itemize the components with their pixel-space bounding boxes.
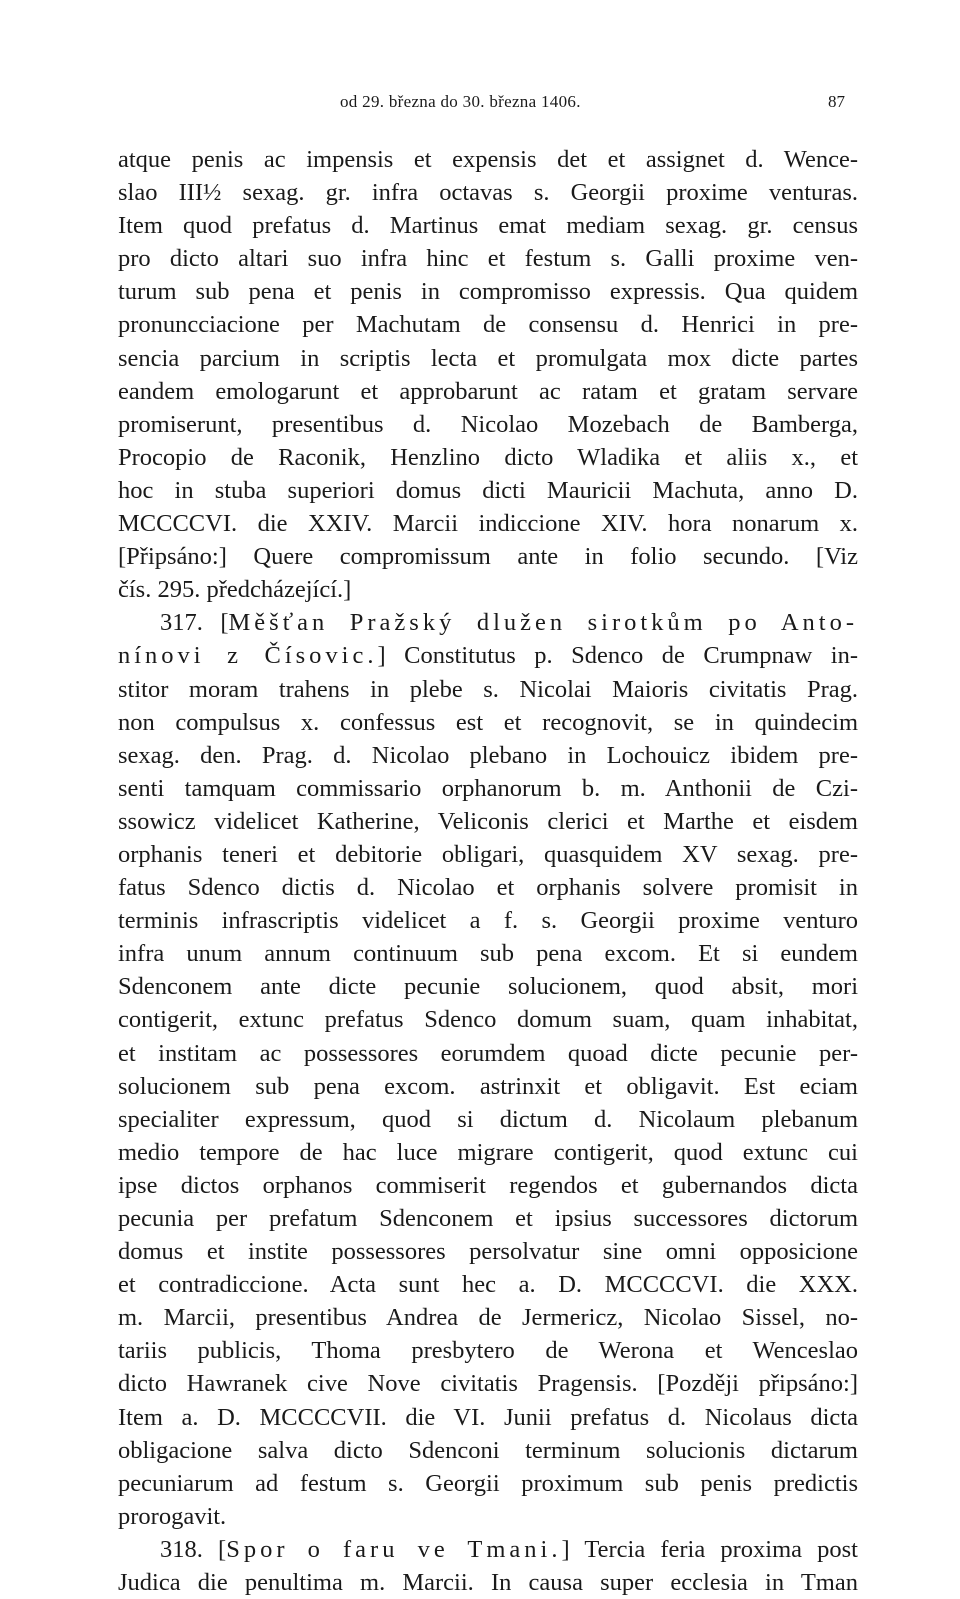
line-text: dicto Hawranek cive Nove civitatis Pragensis. [Později připsáno:] <box>118 1370 858 1398</box>
line-text: infra unum annum continuum sub pena excom. Et si eundem <box>118 940 858 968</box>
text-line <box>118 1301 858 1334</box>
line-text: hoc in stuba superiori domus dicti Mauricii Machuta, anno D. <box>118 476 858 504</box>
text-line <box>118 1136 858 1169</box>
line-text: ] Tercia feria proxima post <box>561 1535 858 1563</box>
body-text <box>118 143 858 1599</box>
entry-heading: Spor o faru ve Tmani. <box>226 1535 562 1563</box>
line-text: obligacione salva dicto Sdenconi terminum solucionis dictarum <box>118 1436 858 1464</box>
line-text: turum sub pena et penis in compromisso expressis. Qua quidem <box>118 278 858 306</box>
text-line <box>118 375 858 408</box>
text-line <box>118 474 858 507</box>
line-text: atque penis ac impensis et expensis det et assignet d. Wence- <box>118 146 858 173</box>
line-text: orphanis teneri et debitorie obligari, quasquidem XV sexag. pre- <box>118 840 858 868</box>
line-text: pro dicto altari suo infra hinc et festum s. Galli proxime ven- <box>118 245 858 273</box>
text-line <box>118 639 858 672</box>
line-text: pecunia per prefatum Sdenconem et ipsius successores dictorum <box>118 1205 858 1232</box>
line-text: non compulsus x. confessus est et recognovit, se in quindecim <box>118 708 858 736</box>
line-text: stitor moram trahens in plebe s. Nicolai Maioris civitatis Prag. <box>118 675 858 703</box>
text-line <box>118 408 858 441</box>
text-line <box>118 772 858 805</box>
text-line <box>118 673 858 706</box>
line-text: ssowicz videlicet Katherine, Veliconis clerici et Marthe et eisdem <box>118 807 858 835</box>
text-line <box>118 573 858 606</box>
text-line <box>118 1202 858 1235</box>
line-text: MCCCCVI. die XXIV. Marcii indiccione XIV. hora nonarum x. <box>118 510 858 538</box>
text-line <box>118 838 858 871</box>
line-text: et institam ac possessores eorumdem quoad dicte pecunie per- <box>118 1039 858 1067</box>
text-line <box>118 507 858 540</box>
text-line <box>118 1401 858 1434</box>
text-line <box>118 1533 858 1566</box>
text-line <box>118 275 858 308</box>
line-text: Judica die penultima m. Marcii. In causa super ecclesia in Tman <box>118 1569 858 1597</box>
entry-number: 317. [ <box>160 609 229 637</box>
text-line <box>118 1367 858 1400</box>
line-text: terminis infrascriptis videlicet a f. s. Georgii proxime venturo <box>118 907 858 935</box>
text-line <box>118 871 858 904</box>
page-number: 87 <box>828 92 845 111</box>
line-text: medio tempore de hac luce migrare contigerit, quod extunc cui <box>118 1138 858 1166</box>
text-line <box>118 1070 858 1103</box>
line-text: domus et institе possessores persolvatur sine omni opposicione <box>118 1238 858 1266</box>
line-text: pronuncciacione per Machutam de consensu d. Henrici in pre- <box>118 311 858 339</box>
text-line <box>118 143 858 176</box>
line-text: m. Marcii, presentibus Andrea de Jermericz, Nicolao Sissel, no- <box>118 1304 858 1332</box>
text-line <box>118 176 858 209</box>
line-text: pecuniarum ad festum s. Georgii proximum sub penis predictis <box>118 1469 858 1497</box>
running-head: od 29. března do 30. března 1406. <box>340 92 581 111</box>
entry-heading: nínovi z Čísovic. <box>118 642 378 670</box>
line-text: čís. 295. předcházející.] <box>118 576 352 604</box>
text-line <box>118 970 858 1003</box>
entry-heading: Měšťan Pražský dlužen sirotkům po Anto- <box>228 609 858 637</box>
text-line <box>118 904 858 937</box>
line-text: contigerit, extunc prefatus Sdenco domum suam, quam inhabitat, <box>118 1006 858 1034</box>
line-text: tariis publicis, Thoma presbytero de Werona et Wenceslao <box>118 1337 858 1365</box>
text-line <box>118 1334 858 1367</box>
text-line <box>118 540 858 573</box>
line-text: fatus Sdenco dictis d. Nicolao et orphanis solvere promisit in <box>118 874 858 902</box>
line-text: Sdenconem ante dicte pecunie solucionem, quod absit, mori <box>118 973 858 1001</box>
text-line <box>118 1169 858 1202</box>
text-line <box>118 1434 858 1467</box>
line-text: Item quod prefatus d. Martinus emat mediam sexag. gr. census <box>118 212 858 240</box>
text-line <box>118 1103 858 1136</box>
text-line <box>118 308 858 341</box>
text-line <box>118 1003 858 1036</box>
line-text: [Připsáno:] Quere compromissum ante in folio secundo. [Viz <box>118 543 858 571</box>
text-line <box>118 1500 858 1533</box>
text-line <box>118 242 858 275</box>
line-text: ipse dictos orphanos commiserit regendos et gubernandos dicta <box>118 1171 858 1199</box>
text-line <box>118 1235 858 1268</box>
line-text: sexag. den. Prag. d. Nicolao plebano in Lochouicz ibidem pre- <box>118 741 858 769</box>
line-text: eandem emologarunt et approbarunt ac ratam et gratam servare <box>118 377 858 405</box>
line-text: sencia parcium in scriptis lecta et promulgata mox dicte partes <box>118 344 858 372</box>
line-text: ] Constitutus p. Sdenco de Crumpnaw in- <box>377 642 858 670</box>
text-line <box>118 1037 858 1070</box>
line-text: specialiter expressum, quod si dictum d. Nicolaum plebanum <box>118 1105 858 1133</box>
line-text: promiserunt, presentibus d. Nicolao Mozebach de Bamberga, <box>118 410 858 438</box>
text-line <box>118 1566 858 1599</box>
line-text: solucionem sub pena excom. astrinxit et obligavit. Est eciam <box>118 1072 858 1100</box>
line-text: Item a. D. MCCCCVII. die VI. Junii prefatus d. Nicolaus dicta <box>118 1403 858 1431</box>
text-line <box>118 441 858 474</box>
line-text: prorogavit. <box>118 1502 227 1530</box>
text-line <box>118 706 858 739</box>
entry-number: 318. [ <box>160 1535 227 1563</box>
line-text: senti tamquam commissario orphanorum b. m. Anthonii de Czi- <box>118 774 858 802</box>
text-line <box>118 805 858 838</box>
line-text: slao III½ sexag. gr. infra octavas s. Georgii proxime venturas. <box>118 179 858 207</box>
text-line <box>118 606 858 639</box>
text-line <box>118 937 858 970</box>
line-text: et contradiccione. Acta sunt hec a. D. MCCCCVI. die XXX. <box>118 1271 858 1299</box>
text-line <box>118 1268 858 1301</box>
line-text: Procopio de Raconik, Henzlino dicto Wladika et aliis x., et <box>118 443 858 471</box>
text-line <box>118 342 858 375</box>
text-line <box>118 209 858 242</box>
text-line <box>118 1467 858 1500</box>
text-line <box>118 739 858 772</box>
